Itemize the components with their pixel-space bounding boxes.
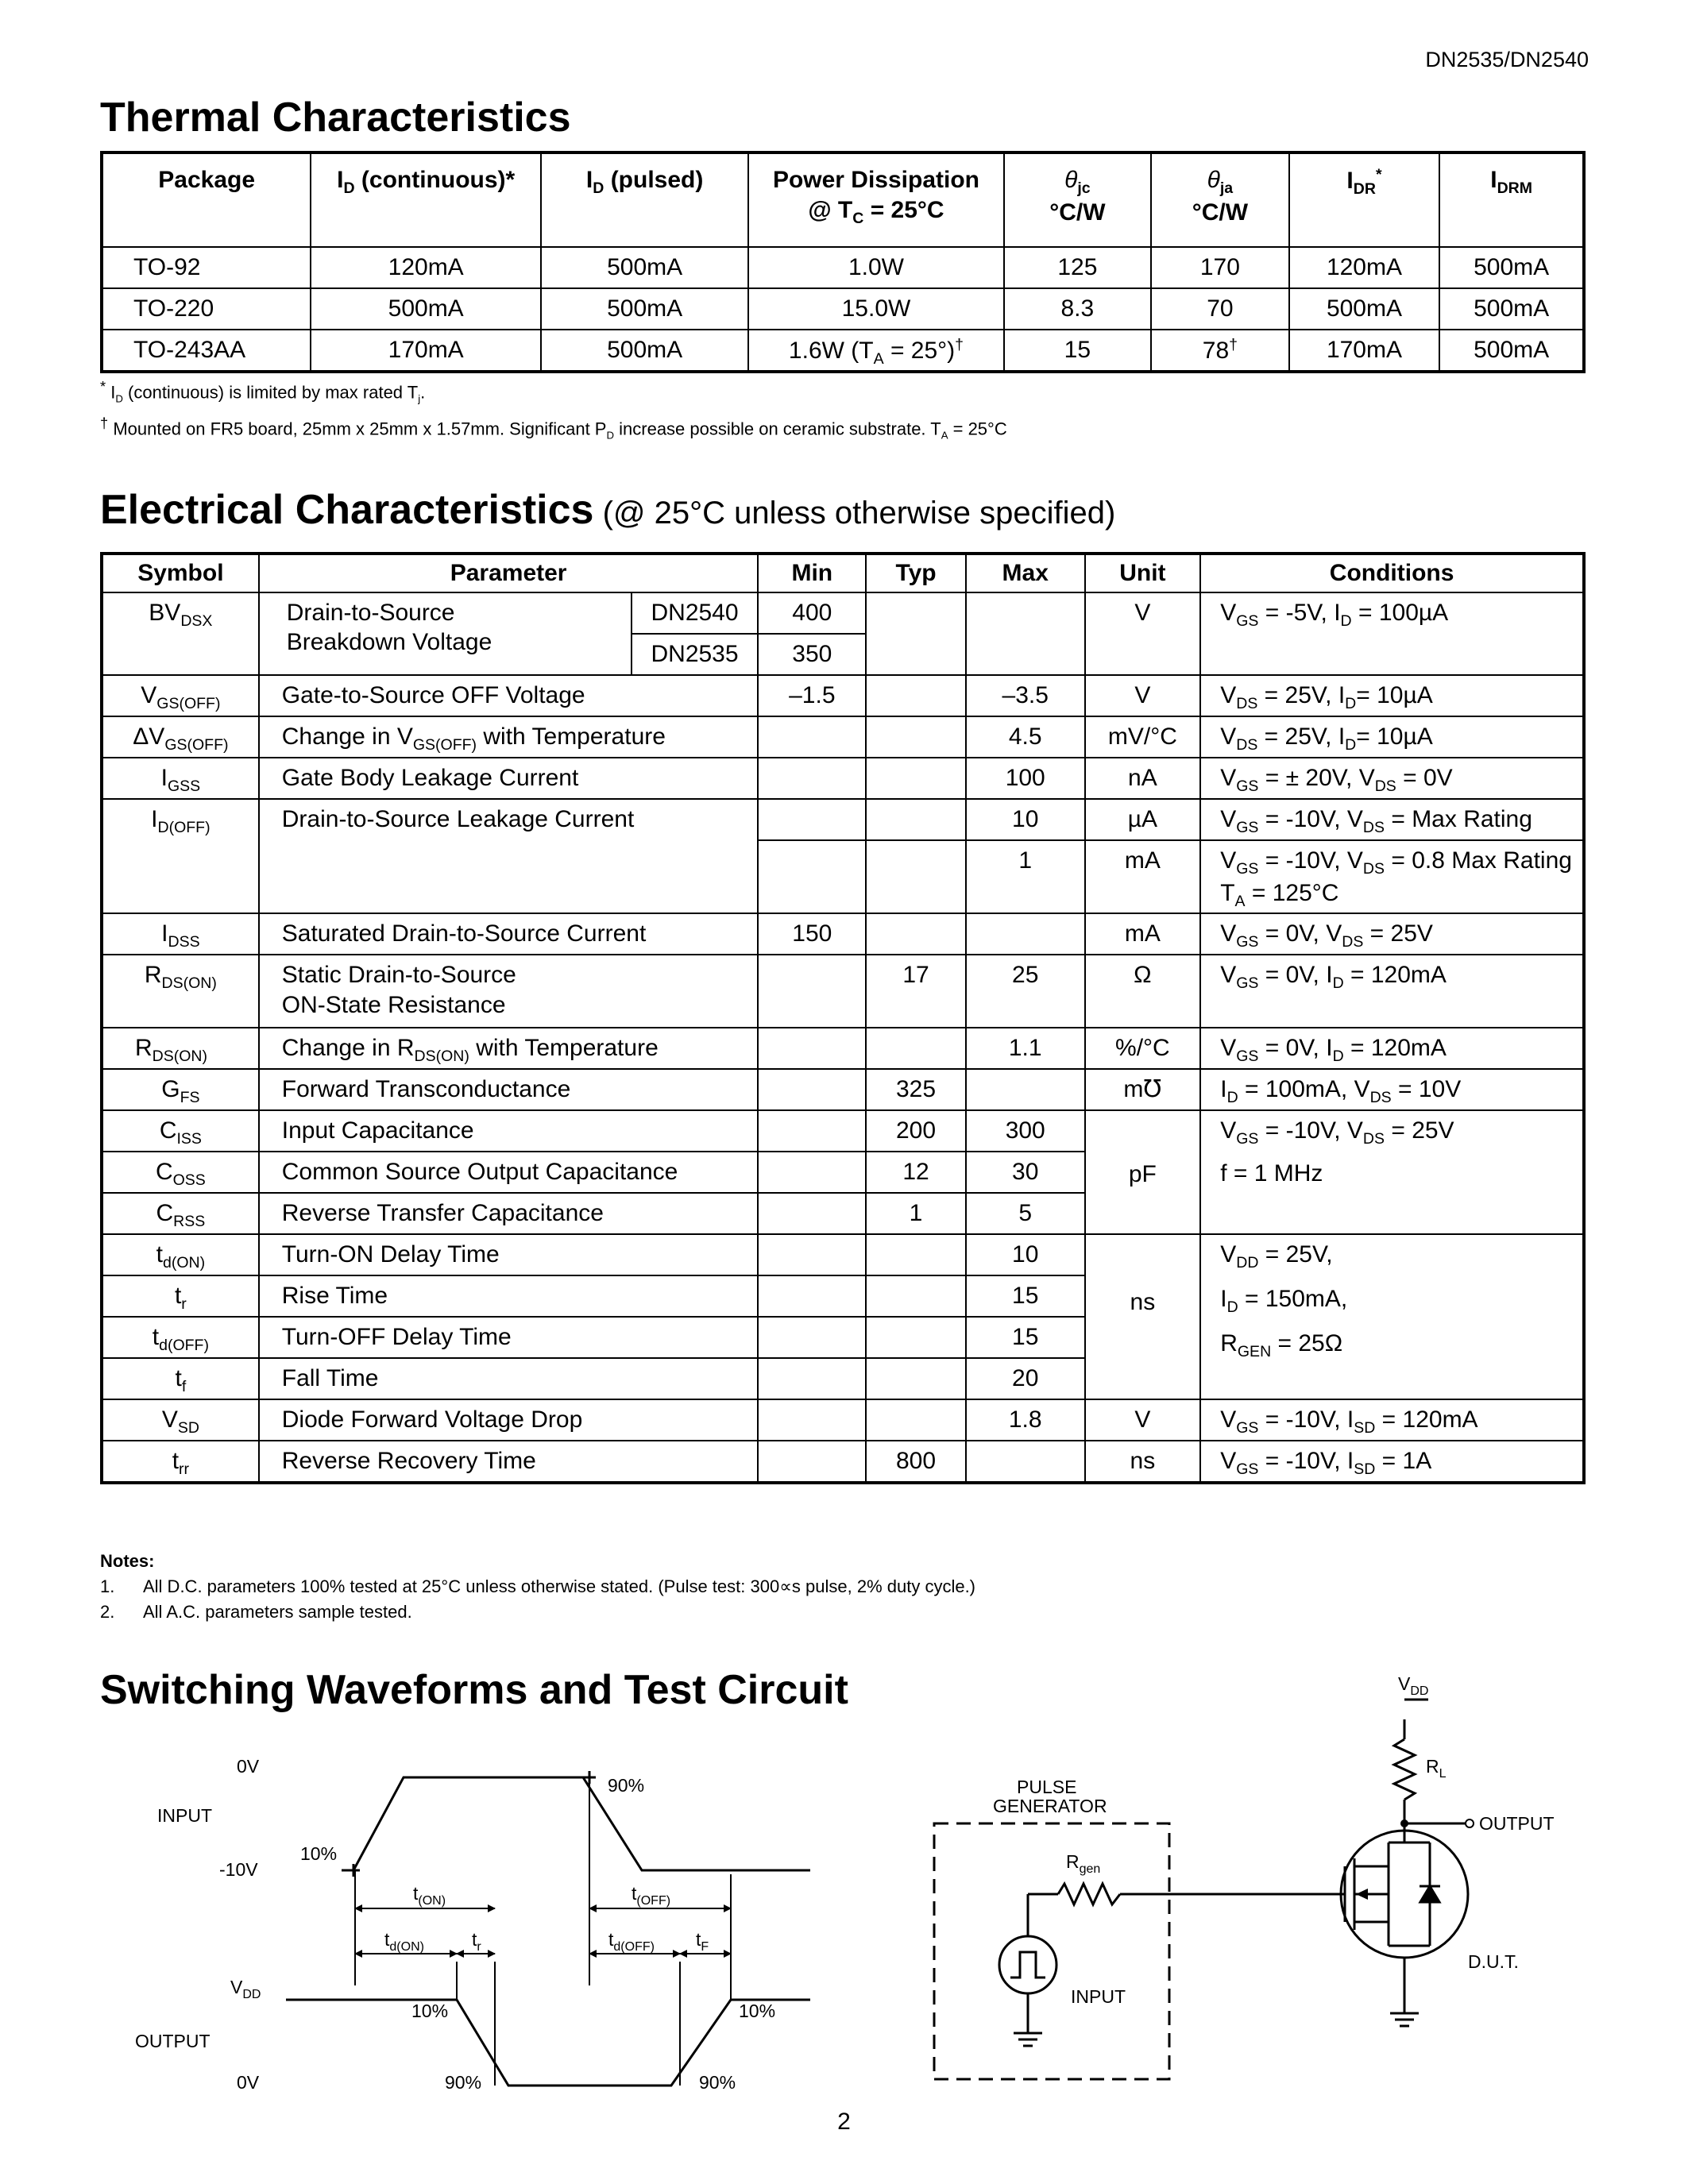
table-row — [102, 913, 1584, 955]
cond-dvgsoff: $V_{DS} = 25V$, $I_D= 10\mu A$ — [1200, 716, 1584, 758]
pulse-generator-box — [934, 1823, 1169, 2079]
min-tr — [758, 1275, 866, 1317]
cell-idrm: 500mA — [1439, 247, 1584, 288]
param-vsd: Diode Forward Voltage Drop — [259, 1399, 759, 1441]
typ-coss: 12 — [866, 1152, 966, 1193]
table-row — [102, 1110, 1584, 1152]
cell-theta-jc: 15 — [1004, 330, 1152, 372]
sym-vgsoff: $V_{GS(OFF)}$ — [102, 675, 259, 716]
unit-vgsoff: V — [1085, 675, 1201, 716]
cond-switching: $V_{DD} = 25V$, $I_D = 150mA$, $R_{GEN} = 25\Omega$ — [1200, 1234, 1584, 1399]
cond-idoff-1: $V_{GS} = -10V$, $V_{DS}$ = Max Rating — [1200, 799, 1584, 840]
min-crss — [758, 1193, 866, 1234]
footnote-2: † Mounted on FR5 board, 25mm x 25mm x 1.57mm. Significant $P_D$ increase possible on ceramic substrate. $T_A = 25^\circ C$ — [100, 414, 1007, 442]
th-symbol: Symbol — [102, 554, 259, 592]
cond-capacitance: $V_{GS} = -10V$, $V_{DS} = 25V$ f = 1 MHz — [1200, 1110, 1584, 1234]
sym-trr: $t_{rr}$ — [102, 1441, 259, 1483]
th-id-pulsed: $I_D$ (pulsed) — [541, 152, 748, 247]
min-idss: 150 — [758, 913, 866, 955]
cell-theta-jc: 8.3 — [1004, 288, 1152, 330]
thermal-row — [102, 247, 1584, 288]
notes-title: Notes: — [100, 1551, 155, 1571]
cond-gfs: $I_D = 100mA$, $V_{DS} = 10V$ — [1200, 1069, 1584, 1110]
th-parameter: Parameter — [259, 554, 759, 592]
output-10pct-rise-label: 10% — [739, 2001, 776, 2021]
footnote-1: * $I_D$ (continuous) is limited by max rated $T_j$. — [100, 378, 426, 405]
param-igss: Gate Body Leakage Current — [259, 758, 759, 799]
min-idoff-2 — [758, 840, 866, 914]
th-theta-ja: $\theta_{ja}$ °C/W — [1151, 152, 1289, 247]
output-node — [1400, 1819, 1408, 1827]
min-dn2540: 400 — [758, 592, 866, 634]
max-trr — [966, 1441, 1085, 1483]
typ-bvdsx — [866, 592, 966, 675]
thermal-footnotes — [100, 375, 1007, 447]
unit-capacitance: pF — [1085, 1110, 1201, 1234]
sym-ciss: $C_{ISS}$ — [102, 1110, 259, 1152]
param-ciss: Input Capacitance — [259, 1110, 759, 1152]
cond-rdson: $V_{GS} = 0V$, $I_D = 120mA$ — [1200, 955, 1584, 1028]
max-idoff-2: 1 — [966, 840, 1085, 914]
table-row — [102, 799, 1584, 840]
electrical-title-condition: (@ 25°C unless otherwise specified) — [593, 496, 1116, 531]
th-id-continuous: $I_D$ (continuous)* — [311, 152, 541, 247]
param-tdon: Turn-ON Delay Time — [259, 1234, 759, 1275]
cell-package: TO-92 — [102, 247, 311, 288]
thermal-title: Thermal Characteristics — [100, 95, 571, 141]
cell-package: TO-220 — [102, 288, 311, 330]
param-idss: Saturated Drain-to-Source Current — [259, 913, 759, 955]
typ-tr — [866, 1275, 966, 1317]
sym-vsd: $V_{SD}$ — [102, 1399, 259, 1441]
typ-gfs: 325 — [866, 1069, 966, 1110]
param-rdson: Static Drain-to-Source ON-State Resistance — [259, 955, 759, 1028]
param-crss: Reverse Transfer Capacitance — [259, 1193, 759, 1234]
param-tf: Fall Time — [259, 1358, 759, 1399]
param-tdoff: Turn-OFF Delay Time — [259, 1317, 759, 1358]
unit-dvgsoff: mV/°C — [1085, 716, 1201, 758]
param-trr: Reverse Recovery Time — [259, 1441, 759, 1483]
th-idrm: $I_{DRM}$ — [1439, 152, 1584, 247]
unit-idoff-1: µA — [1085, 799, 1201, 840]
cond-igss: $V_{GS}$ = ± 20V, $V_{DS} = 0V$ — [1200, 758, 1584, 799]
thermal-header-row — [102, 152, 1584, 247]
max-tf: 20 — [966, 1358, 1085, 1399]
table-row — [102, 1069, 1584, 1110]
reference-lines — [355, 1777, 731, 2086]
tr-label: $t_r$ — [472, 1929, 481, 1954]
tf-label: $t_F$ — [696, 1929, 709, 1954]
cell-id-pulsed: 500mA — [541, 330, 748, 372]
max-vgsoff: –3.5 — [966, 675, 1085, 716]
min-vsd — [758, 1399, 866, 1441]
typ-dvgsoff — [866, 716, 966, 758]
min-gfs — [758, 1069, 866, 1110]
sym-tdon: $t_{d(ON)}$ — [102, 1234, 259, 1275]
max-bvdsx — [966, 592, 1085, 675]
circuit-vdd-label: $V_{DD}$ — [1398, 1673, 1429, 1698]
pulse-generator-label-1: PULSE — [1017, 1777, 1077, 1797]
max-idoff-1: 10 — [966, 799, 1085, 840]
device-dn2540: DN2540 — [632, 592, 759, 634]
cell-idrm: 500mA — [1439, 330, 1584, 372]
max-crss: 5 — [966, 1193, 1085, 1234]
max-ciss: 300 — [966, 1110, 1085, 1152]
cell-package: TO-243AA — [102, 330, 311, 372]
min-tdon — [758, 1234, 866, 1275]
min-tf — [758, 1358, 866, 1399]
cond-bvdsx: $V_{GS} = -5V$, $I_D = 100\mu A$ — [1200, 592, 1584, 675]
typ-vsd — [866, 1399, 966, 1441]
cell-idr: 170mA — [1289, 330, 1440, 372]
sym-crss: $C_{RSS}$ — [102, 1193, 259, 1234]
max-idss — [966, 913, 1085, 955]
input-neg10v-label: -10V — [219, 1859, 258, 1880]
typ-idoff-2 — [866, 840, 966, 914]
sym-idss: $I_{DSS}$ — [102, 913, 259, 955]
typ-drdson — [866, 1028, 966, 1069]
pulse-generator-label-2: GENERATOR — [993, 1796, 1107, 1816]
note-1: 1. All D.C. parameters 100% tested at 25°C unless otherwise stated. (Pulse test: 300∝s pulse, 2% duty cycle.) — [100, 1576, 976, 1596]
typ-igss — [866, 758, 966, 799]
cond-trr: $V_{GS} = -10V$, $I_{SD} = 1A$ — [1200, 1441, 1584, 1483]
td-off-label: $t_{d(OFF)}$ — [608, 1929, 655, 1954]
rl-label: $R_L$ — [1426, 1756, 1447, 1781]
table-row — [102, 1028, 1584, 1069]
sym-gfs: $G_{FS}$ — [102, 1069, 259, 1110]
max-tdoff: 15 — [966, 1317, 1085, 1358]
rl-resistor — [1394, 1739, 1415, 1800]
typ-idoff-1 — [866, 799, 966, 840]
device-dn2535: DN2535 — [632, 634, 759, 675]
typ-crss: 1 — [866, 1193, 966, 1234]
output-vdd-label: $V_{DD}$ — [230, 1977, 261, 2001]
cell-theta-jc: 125 — [1004, 247, 1152, 288]
cell-theta-ja: 170 — [1151, 247, 1289, 288]
param-tr: Rise Time — [259, 1275, 759, 1317]
table-row — [102, 955, 1584, 1028]
input-label: INPUT — [157, 1805, 212, 1826]
electrical-header-row — [102, 554, 1584, 592]
page-number: 2 — [837, 2109, 851, 2135]
cell-id-cont: 500mA — [311, 288, 541, 330]
electrical-title: Electrical Characteristics (@ 25°C unless otherwise specified) — [100, 487, 1116, 533]
t-off-label: $t_{(OFF)}$ — [632, 1883, 671, 1908]
cell-id-cont: 170mA — [311, 330, 541, 372]
sym-drdson: $R_{DS(ON)}$ — [102, 1028, 259, 1069]
sym-dvgsoff: $\Delta V_{GS(OFF)}$ — [102, 716, 259, 758]
min-coss — [758, 1152, 866, 1193]
typ-trr: 800 — [866, 1441, 966, 1483]
unit-idss: mA — [1085, 913, 1201, 955]
output-label: OUTPUT — [135, 2031, 211, 2051]
max-igss: 100 — [966, 758, 1085, 799]
unit-igss: nA — [1085, 758, 1201, 799]
sym-tdoff: $t_{d(OFF)}$ — [102, 1317, 259, 1358]
th-min: Min — [758, 554, 866, 592]
min-drdson — [758, 1028, 866, 1069]
typ-tf — [866, 1358, 966, 1399]
cell-theta-ja: 78† — [1151, 330, 1289, 372]
input-10pct-label: 10% — [300, 1843, 338, 1864]
min-ciss — [758, 1110, 866, 1152]
min-idoff-1 — [758, 799, 866, 840]
sym-idoff: $I_{D(OFF)}$ — [102, 799, 259, 914]
rgen-label: $R_{gen}$ — [1066, 1851, 1101, 1876]
param-idoff: Drain-to-Source Leakage Current — [259, 799, 759, 914]
cond-drdson: $V_{GS} = 0V$, $I_D = 120mA$ — [1200, 1028, 1584, 1069]
test-circuit — [934, 1700, 1470, 2079]
th-idr: $I_{DR}^*$ — [1289, 152, 1440, 247]
th-theta-jc: $\theta_{jc}$ °C/W — [1004, 152, 1152, 247]
cond-vsd: $V_{GS} = -10V$, $I_{SD} = 120mA$ — [1200, 1399, 1584, 1441]
unit-switching: ns — [1085, 1234, 1201, 1399]
output-90pct-fall-label: 90% — [445, 2072, 482, 2093]
unit-gfs: m℧ — [1085, 1069, 1201, 1110]
param-drdson: Change in $R_{DS(ON)}$ with Temperature — [259, 1028, 759, 1069]
table-row — [102, 675, 1584, 716]
min-dn2535: 350 — [758, 634, 866, 675]
min-trr — [758, 1441, 866, 1483]
t-on-label: $t_{(ON)}$ — [413, 1883, 446, 1908]
cell-theta-ja: 70 — [1151, 288, 1289, 330]
th-typ: Typ — [866, 554, 966, 592]
sym-coss: $C_{OSS}$ — [102, 1152, 259, 1193]
typ-idss — [866, 913, 966, 955]
sym-rdson: $R_{DS(ON)}$ — [102, 955, 259, 1028]
unit-trr: ns — [1085, 1441, 1201, 1483]
header-part-numbers: DN2535/DN2540 — [1425, 48, 1589, 71]
dut-label: D.U.T. — [1468, 1951, 1519, 1972]
typ-rdson: 17 — [866, 955, 966, 1028]
cond-idoff-2: $V_{GS} = -10V$, $V_{DS} = 0.8$ Max Rating $T_A = 125^\circ C$ — [1200, 840, 1584, 914]
input-0v-label: 0V — [237, 1756, 260, 1777]
cell-idr: 120mA — [1289, 247, 1440, 288]
unit-vsd: V — [1085, 1399, 1201, 1441]
notes — [100, 1549, 975, 1625]
sym-igss: $I_{GSS}$ — [102, 758, 259, 799]
thermal-row — [102, 288, 1584, 330]
cond-vgsoff: $V_{DS} = 25V$, $I_D= 10\mu A$ — [1200, 675, 1584, 716]
th-unit: Unit — [1085, 554, 1201, 592]
switching-title: Switching Waveforms and Test Circuit — [100, 1667, 848, 1713]
max-tr: 15 — [966, 1275, 1085, 1317]
cell-id-pulsed: 500mA — [541, 288, 748, 330]
pulse-source-symbol — [999, 1936, 1056, 1993]
output-10pct-fall-label: 10% — [411, 2001, 449, 2021]
min-dvgsoff — [758, 716, 866, 758]
param-dvgsoff: Change in $V_{GS(OFF)}$ with Temperature — [259, 716, 759, 758]
cell-idr: 500mA — [1289, 288, 1440, 330]
unit-bvdsx: V — [1085, 592, 1201, 675]
typ-ciss: 200 — [866, 1110, 966, 1152]
table-row — [102, 1441, 1584, 1483]
sym-bvdsx: $BV_{DSX}$ — [102, 592, 259, 675]
max-rdson: 25 — [966, 955, 1085, 1028]
min-rdson — [758, 955, 866, 1028]
note-2: 2. All A.C. parameters sample tested. — [100, 1602, 412, 1622]
unit-idoff-2: mA — [1085, 840, 1201, 914]
max-vsd: 1.8 — [966, 1399, 1085, 1441]
table-row — [102, 1399, 1584, 1441]
min-tdoff — [758, 1317, 866, 1358]
cell-idrm: 500mA — [1439, 288, 1584, 330]
typ-vgsoff — [866, 675, 966, 716]
cell-pd: 15.0W — [748, 288, 1003, 330]
max-tdon: 10 — [966, 1234, 1085, 1275]
rgen-resistor — [1058, 1884, 1120, 1904]
circuit-output-label: OUTPUT — [1479, 1813, 1555, 1834]
cond-idss: $V_{GS} = 0V$, $V_{DS} = 25V$ — [1200, 913, 1584, 955]
th-package: Package — [102, 152, 311, 247]
min-vgsoff: –1.5 — [758, 675, 866, 716]
electrical-table — [100, 552, 1586, 1484]
param-gfs: Forward Transconductance — [259, 1069, 759, 1110]
table-row — [102, 592, 1584, 634]
param-bvdsx: Drain-to-Source Breakdown Voltage — [259, 592, 632, 675]
output-terminal — [1466, 1819, 1474, 1827]
param-coss: Common Source Output Capacitance — [259, 1152, 759, 1193]
typ-tdon — [866, 1234, 966, 1275]
td-on-label: $t_{d(ON)}$ — [384, 1929, 424, 1954]
max-dvgsoff: 4.5 — [966, 716, 1085, 758]
input-waveform — [342, 1777, 810, 1870]
table-row — [102, 716, 1584, 758]
cell-id-pulsed: 500mA — [541, 247, 748, 288]
param-vgsoff: Gate-to-Source OFF Voltage — [259, 675, 759, 716]
unit-drdson: %/°C — [1085, 1028, 1201, 1069]
cell-id-cont: 120mA — [311, 247, 541, 288]
cell-pd: 1.0W — [748, 247, 1003, 288]
max-drdson: 1.1 — [966, 1028, 1085, 1069]
min-igss — [758, 758, 866, 799]
sym-tr: $t_r$ — [102, 1275, 259, 1317]
cell-pd: 1.6W $(T_A = 25^\circ)^\dagger$ — [748, 330, 1003, 372]
th-power-dissipation: Power Dissipation @ $T_C = 25^\circ C$ — [748, 152, 1003, 247]
input-90pct-label: 90% — [608, 1775, 645, 1796]
max-coss: 30 — [966, 1152, 1085, 1193]
thermal-row — [102, 330, 1584, 372]
circuit-input-label: INPUT — [1071, 1986, 1126, 2007]
unit-rdson: Ω — [1085, 955, 1201, 1028]
max-gfs — [966, 1069, 1085, 1110]
th-max: Max — [966, 554, 1085, 592]
sym-tf: $t_f$ — [102, 1358, 259, 1399]
output-90pct-rise-label: 90% — [699, 2072, 736, 2093]
thermal-table — [100, 151, 1586, 373]
typ-tdoff — [866, 1317, 966, 1358]
output-0v-label: 0V — [237, 2072, 260, 2093]
table-row — [102, 1234, 1584, 1275]
th-conditions: Conditions — [1200, 554, 1584, 592]
table-row — [102, 758, 1584, 799]
